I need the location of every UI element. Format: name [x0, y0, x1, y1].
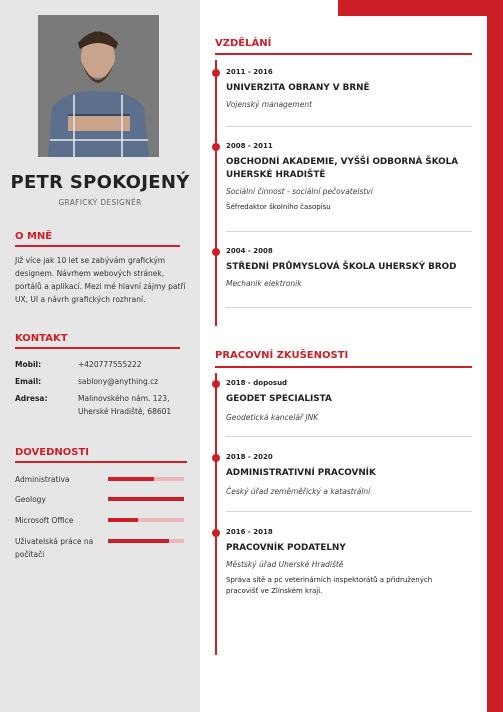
- skill-name: Microsoft Office: [15, 516, 74, 525]
- about-text: Již více jak 10 let se zabývám grafickým designem. Návrhem webových stránek, portálů a aplikací. Mezi mé hlavní zájmy patří UX, UI a návrh grafických rozhraní.: [15, 256, 186, 304]
- skill-bar-fill: [108, 477, 154, 481]
- education-entry: [226, 142, 472, 213]
- experience-divider: [215, 366, 472, 368]
- skill-bar: [108, 539, 184, 543]
- entry-date: 2011 - 2016: [226, 68, 273, 76]
- skills-title: DOVEDNOSTI: [15, 447, 90, 458]
- entry-subtitle: Mechanik elektronik: [226, 279, 302, 288]
- contact-title: KONTAKT: [15, 333, 68, 344]
- skill-bar: [108, 518, 184, 522]
- entry-date: 2018 - 2020: [226, 453, 273, 461]
- timeline-dot: [212, 69, 220, 77]
- entry-subtitle: Český úřad zeměměřický a katastrální: [226, 487, 371, 496]
- contact-divider: [15, 347, 180, 349]
- address-value: Malinovského nám. 123, Uherské Hradiště, 68601: [78, 394, 172, 416]
- entry-date: 2004 - 2008: [226, 247, 273, 255]
- email-label: Email:: [15, 377, 42, 386]
- timeline-dot: [212, 380, 220, 388]
- entry-title: ADMINISTRATIVNÍ PRACOVNÍK: [226, 468, 376, 478]
- entry-subtitle: Vojenský management: [226, 100, 313, 109]
- skill-bar: [108, 477, 184, 481]
- entry-title: OBCHODNÍ AKADEMIE, VYŠŠÍ ODBORNÁ ŠKOLA UHERSKÉ HRADIŠTĚ: [226, 157, 459, 180]
- entry-title: STŘEDNÍ PRŮMYSLOVÁ ŠKOLA UHERSKÝ BROD: [226, 262, 457, 272]
- education-timeline: [215, 60, 217, 326]
- skill-bar: [108, 497, 184, 501]
- education-entry: [226, 68, 472, 109]
- main-panel: [200, 16, 487, 712]
- entry-subtitle: Geodetická kancelář JNK: [226, 413, 319, 422]
- mobile-label: Mobil:: [15, 360, 42, 369]
- entry-subtitle: Sociální činnost - sociální pečovatelství: [226, 187, 373, 196]
- experience-timeline: [215, 373, 217, 655]
- entry-description: Šéfredaktor školního časopisu: [226, 203, 331, 211]
- skill-bar-fill: [108, 497, 184, 501]
- address-label: Adresa:: [15, 394, 48, 403]
- education-divider: [215, 53, 472, 55]
- skill-bar-fill: [108, 539, 169, 543]
- skill-name: Administrativa: [15, 475, 70, 484]
- entry-description: Správa sítě a pc veterinárních inspektorátů a přidružených pracovišť ve Zlínském kraji.: [226, 576, 433, 595]
- entry-title: GEODET SPECIALISTA: [226, 394, 332, 404]
- education-title: VZDĚLÁNÍ: [215, 38, 272, 49]
- entry-separator: [226, 307, 472, 308]
- about-divider: [15, 245, 180, 247]
- timeline-dot: [212, 248, 220, 256]
- top-accent-bar: [338, 0, 503, 16]
- entry-date: 2018 - doposud: [226, 379, 288, 387]
- entry-title: UNIVERZITA OBRANY V BRNĚ: [226, 83, 370, 93]
- email-value[interactable]: sablony@anything.cz: [78, 377, 159, 386]
- skill-name: Uživatelská práce na počítači: [15, 537, 94, 559]
- entry-separator: [226, 436, 472, 437]
- entry-date: 2008 - 2011: [226, 142, 273, 150]
- education-entry: [226, 247, 472, 288]
- entry-separator: [226, 126, 472, 127]
- right-accent-bar: [487, 0, 503, 712]
- timeline-dot: [212, 529, 220, 537]
- profile-photo: [38, 15, 159, 157]
- skill-name: Geology: [15, 495, 46, 504]
- entry-date: 2016 - 2018: [226, 528, 273, 536]
- timeline-dot: [212, 454, 220, 462]
- entry-separator: [226, 511, 472, 512]
- experience-entry: [226, 379, 472, 422]
- portrait-icon: [38, 15, 159, 157]
- person-name: PETR SPOKOJENÝ: [10, 172, 190, 193]
- skills-divider: [15, 461, 187, 463]
- timeline-dot: [212, 143, 220, 151]
- person-role: GRAFICKÝ DESIGNÉR: [58, 198, 142, 207]
- mobile-value[interactable]: +420777555222: [78, 360, 142, 369]
- experience-entry: [226, 528, 472, 597]
- about-title: O MNĚ: [15, 231, 53, 242]
- entry-separator: [226, 231, 472, 232]
- experience-entry: [226, 453, 472, 496]
- entry-subtitle: Městský úřad Uherské Hradiště: [226, 560, 344, 569]
- experience-title: PRACOVNÍ ZKUŠENOSTI: [215, 350, 349, 361]
- skill-bar-fill: [108, 518, 138, 522]
- entry-title: PRACOVNÍK PODATELNY: [226, 543, 346, 553]
